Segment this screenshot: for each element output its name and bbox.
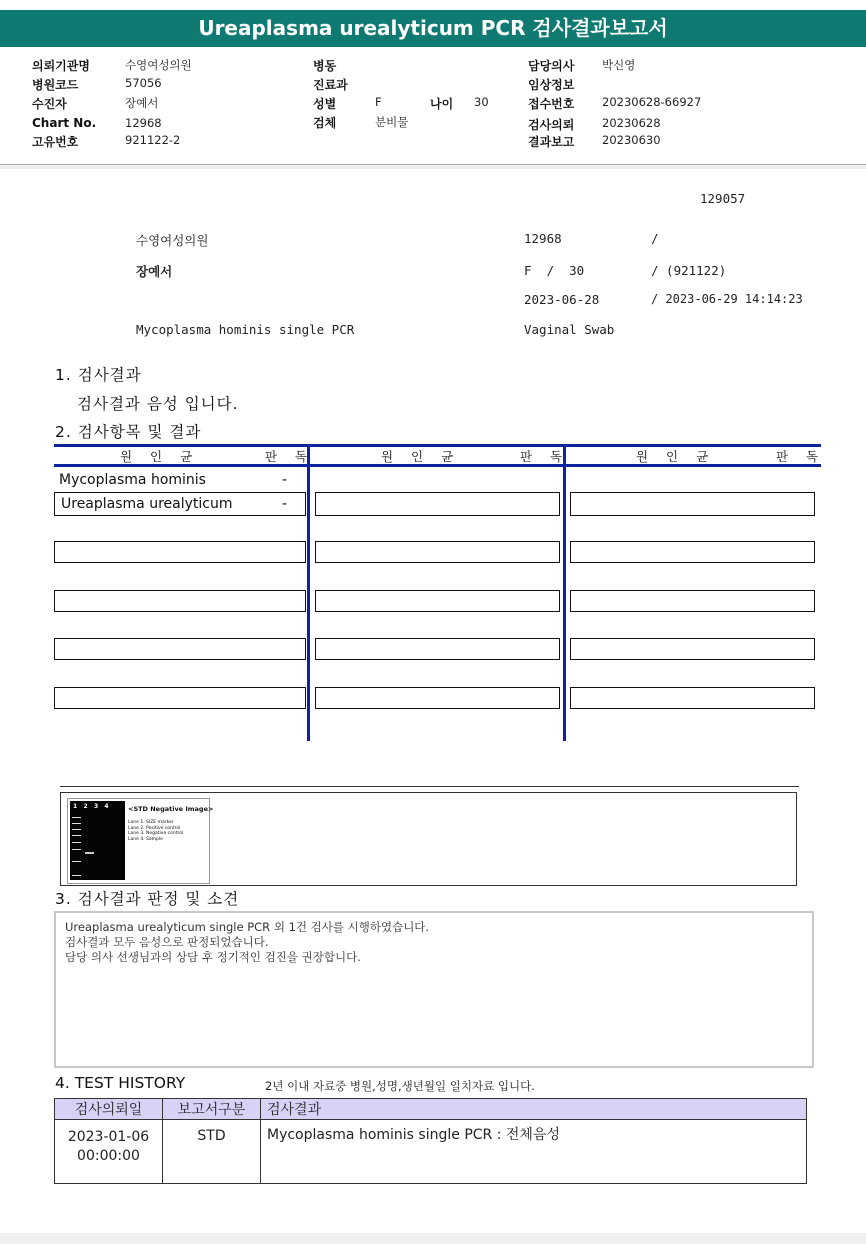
value-request-date: 20230628 [602,116,661,130]
gel-band-positive [85,852,94,854]
info-test-name: Mycoplasma hominis single PCR [136,322,355,337]
info-patient: 장예서 [136,264,173,279]
result-name-2: Ureaplasma urealyticum [61,496,233,512]
label-specimen: 검체 [313,116,337,130]
history-col-result: 검사결과 [261,1099,807,1120]
gel-band [72,829,81,830]
id-number: 129057 [700,191,746,206]
history-note: 2년 이내 자료중 병원,성명,생년월일 일치자료 입니다. [265,1079,535,1093]
result-cell [570,590,815,612]
col-header-judge-2: 판 독 [520,449,570,464]
gel-band [72,875,81,876]
section3-title: 3. 검사결과 판정 및 소견 [55,890,240,908]
label-patient: 수진자 [32,97,67,111]
value-chart-no: 12968 [125,116,162,130]
result-cell [54,590,306,612]
table-row [55,1120,807,1184]
col-header-name-2: 원 인 균 [381,449,461,464]
info-sex-age: F / 30 [524,263,585,278]
value-receipt-no: 20230628-66927 [602,95,702,109]
label-age: 나이 [430,97,454,111]
gel-band [72,817,81,818]
value-patient: 장예서 [125,96,159,110]
info-specimen: Vaginal Swab [524,322,615,337]
gel-lane-4: 4 [104,803,109,810]
value-report-date: 20230630 [602,133,661,147]
gel-band [72,849,81,850]
report-title: Ureaplasma urealyticum PCR 검사결과보고서 [0,10,866,47]
value-doctor: 박신영 [602,58,636,72]
info-chart: 12968 [524,231,562,246]
gel-image-panel [67,798,214,884]
col-header-judge-3: 판 독 [776,449,826,464]
opinion-line: Ureaplasma urealyticum single PCR 외 1건 검사를 시행하였습니다. [65,920,430,934]
result-cell [570,687,815,709]
label-hospital-code: 병원코드 [32,78,79,92]
result-cell [315,541,560,563]
info-request-date: 2023-06-28 [524,292,600,307]
history-table [54,1098,807,1184]
label-clinical-info: 임상정보 [528,78,575,92]
history-cell-type: STD [163,1120,261,1184]
history-header-row [55,1099,807,1120]
label-department: 진료과 [313,78,348,92]
result-cell [570,638,815,660]
history-col-type: 보고서구분 [163,1099,261,1120]
table-divider-1 [307,444,310,741]
gel-title: <STD Negative Image> [128,805,214,813]
gel-legend-item: Lane 3. Negative control [128,831,184,836]
label-unique-no: 고유번호 [32,135,79,149]
value-hospital-code: 57056 [125,76,162,90]
opinion-line: 검사결과 모두 음성으로 판정되었습니다. [65,935,269,949]
opinion-box [54,911,814,1068]
info-birth: / (921122) [651,263,727,278]
opinion-text [65,920,429,965]
label-ward: 병동 [313,59,337,73]
value-unique-no: 921122-2 [125,133,181,147]
label-sex: 성별 [313,97,337,111]
label-request-date: 검사의뢰 [528,118,575,132]
gel-legend-item: Lane 4. Sample [128,836,163,842]
label-doctor: 담당의사 [528,59,575,73]
col-header-name-3: 원 인 균 [636,449,716,464]
gel-lane-3: 3 [93,803,99,810]
history-col-date: 검사의뢰일 [55,1099,163,1120]
gel-image [70,801,125,880]
gel-band [72,842,81,843]
value-age: 30 [474,95,489,109]
section4-title: 4. TEST HISTORY [55,1074,186,1092]
table-divider-2 [563,444,566,741]
value-specimen: 분비물 [375,115,409,129]
result-cell [570,492,815,516]
gel-band [72,861,81,862]
result-cell [315,687,560,709]
gel-legend-item: Lane 1. SIZE marker [128,820,174,825]
gel-band [72,835,81,836]
col-header-judge-1: 판 독 [265,449,315,464]
info-hospital: 수영여성의원 [136,233,209,248]
result-cell [315,638,560,660]
label-chart-no: Chart No. [32,116,97,130]
result-cell [570,541,815,563]
gel-top-line [60,786,799,787]
footer-band [0,1233,866,1244]
result-cell [315,492,560,516]
label-receipt-no: 접수번호 [528,97,575,111]
history-cell-date [55,1120,163,1184]
section1-title: 1. 검사결과 [55,366,142,384]
section1-result: 검사결과 음성 입니다. [77,395,239,413]
result-cell [54,687,306,709]
gel-lane-numbers [73,803,109,810]
value-sex: F [375,95,382,109]
value-hospital: 수영여성의원 [125,58,192,72]
info-slash: / [651,231,659,246]
result-cell [315,590,560,612]
label-hospital: 의뢰기관명 [32,59,90,73]
opinion-line: 담당 의사 선생님과의 상담 후 정기적인 검진을 권장합니다. [65,950,361,964]
history-time: 00:00:00 [77,1148,140,1164]
gel-legend [128,820,183,842]
header-band [0,165,866,169]
result-cell [54,638,306,660]
result-name-1: Mycoplasma hominis [59,472,206,488]
info-report-datetime: / 2023-06-29 14:14:23 [651,292,803,306]
result-cell [54,541,306,563]
section2-title: 2. 검사항목 및 결과 [55,423,202,441]
result-judge-2: - [282,496,288,512]
col-header-name-1: 원 인 균 [120,449,200,464]
gel-lane-1: 1 [73,803,78,810]
history-date: 2023-01-06 [67,1129,150,1145]
gel-lane-2: 2 [83,803,88,810]
gel-legend-item: Lane 2. Positive control [128,825,181,831]
gel-band [72,823,81,824]
result-judge-1: - [282,472,288,488]
history-cell-result: Mycoplasma hominis single PCR : 전체음성 [261,1120,807,1184]
label-report-date: 결과보고 [528,135,575,149]
